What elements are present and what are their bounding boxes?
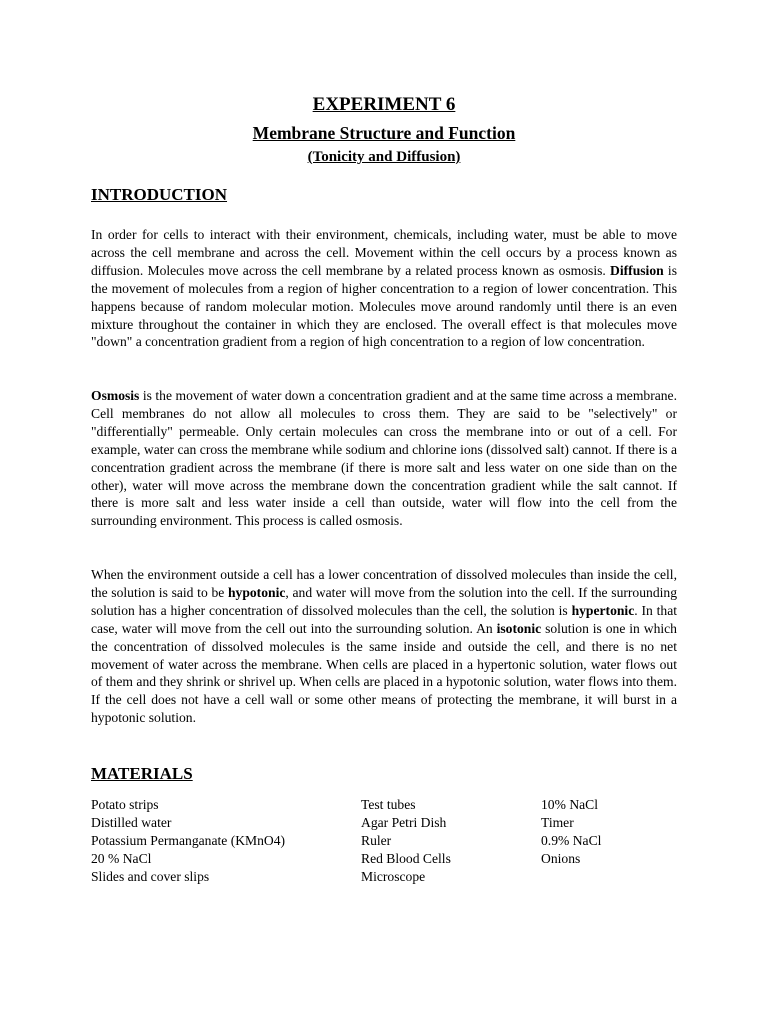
experiment-subtitle: (Tonicity and Diffusion) xyxy=(307,149,461,165)
materials-column-1 xyxy=(91,796,285,886)
materials-column-3 xyxy=(541,796,601,868)
material-item: Onions xyxy=(541,851,581,866)
p2-text-a: is the movement of water down a concentration gradient and at the same time across a membrane. Cell membranes do not allow all molecules to cross them. They are said to be "selectively" or "differentially" permeable. Only certain molecules can cross the membrane into or out of a cell. For example, water can cross the membrane while sodium and chlorine ions (dissolved salt) cannot. If there is a concentration gradient across the membrane (if there is more salt and less water on one side than on the other), water will move across the membrane down the concentration gradient while the salt cannot. If there is more salt and less water inside a cell than outside, water will flow into the cell from the surrounding environment. This process is called osmosis. xyxy=(91,388,677,529)
p3-text-a: When the environment outside a cell has a lower concentration of dissolved molecules than inside the cell, the solution is said to be xyxy=(91,567,677,600)
term-hypertonic: hypertonic xyxy=(571,602,635,618)
intro-paragraph-2 xyxy=(91,387,677,530)
p1-text-b: is the movement of molecules from a region of higher concentration to a region of lower concentration. This happens because of random molecular motion. Molecules move around randomly until there is an even mixture throughout the container in which they are enclosed. The overall effect is that molecules move "down" a concentration gradient from a region of high concentration to a region of low concentration. xyxy=(91,262,678,350)
materials-column-2 xyxy=(361,796,451,886)
experiment-title: Membrane Structure and Function xyxy=(252,123,516,143)
intro-paragraph-1 xyxy=(91,226,677,351)
term-isotonic: isotonic xyxy=(496,620,542,636)
material-item: Agar Petri Dish xyxy=(361,815,447,830)
p3-text-b: , and water will move from the solution into the cell. If the surrounding solution has a higher concentration of dissolved molecules than the cell, the solution is xyxy=(91,584,677,618)
material-item: Potato strips xyxy=(91,797,159,812)
materials-heading: MATERIALS xyxy=(91,764,193,783)
material-item: Potassium Permanganate (KMnO4) xyxy=(91,833,286,848)
material-item: Distilled water xyxy=(91,815,172,830)
term-hypotonic: hypotonic xyxy=(227,584,286,600)
material-item: Microscope xyxy=(361,869,426,884)
material-item: 0.9% NaCl xyxy=(541,833,602,848)
material-item: Test tubes xyxy=(361,797,416,812)
material-item: Timer xyxy=(541,815,574,830)
p3-text-c: . In that case, water will move from the cell out into the surrounding solution. An xyxy=(91,602,678,636)
experiment-number: EXPERIMENT 6 xyxy=(312,94,456,115)
intro-paragraph-3 xyxy=(91,566,677,727)
p1-text-a: In order for cells to interact with their environment, chemicals, including water, must be able to move across the cell membrane and across the cell. Movement within the cell occurs by a process known as diffusion. Molecules move across the cell membrane by a related process known as osmosis. xyxy=(91,227,677,278)
material-item: 10% NaCl xyxy=(541,797,599,812)
material-item: Red Blood Cells xyxy=(361,851,451,866)
introduction-heading: INTRODUCTION xyxy=(91,185,228,204)
term-diffusion: Diffusion xyxy=(610,262,664,278)
p3-text-d: solution is one in which the concentration of dissolved molecules is the same inside and outside the cell, and there is no net movement of water across the membrane. When cells are placed in a hypertonic solution, water flows out of them and they shrink or shrivel up. When cells are placed in a hypotonic solution, water flows into them. If the cell does not have a cell wall or some other means of protecting the membrane, it will burst in a hypotonic solution. xyxy=(91,620,677,726)
material-item: Ruler xyxy=(361,833,392,848)
material-item: Slides and cover slips xyxy=(91,869,210,884)
term-osmosis: Osmosis xyxy=(91,388,140,403)
material-item: 20 % NaCl xyxy=(91,851,152,866)
